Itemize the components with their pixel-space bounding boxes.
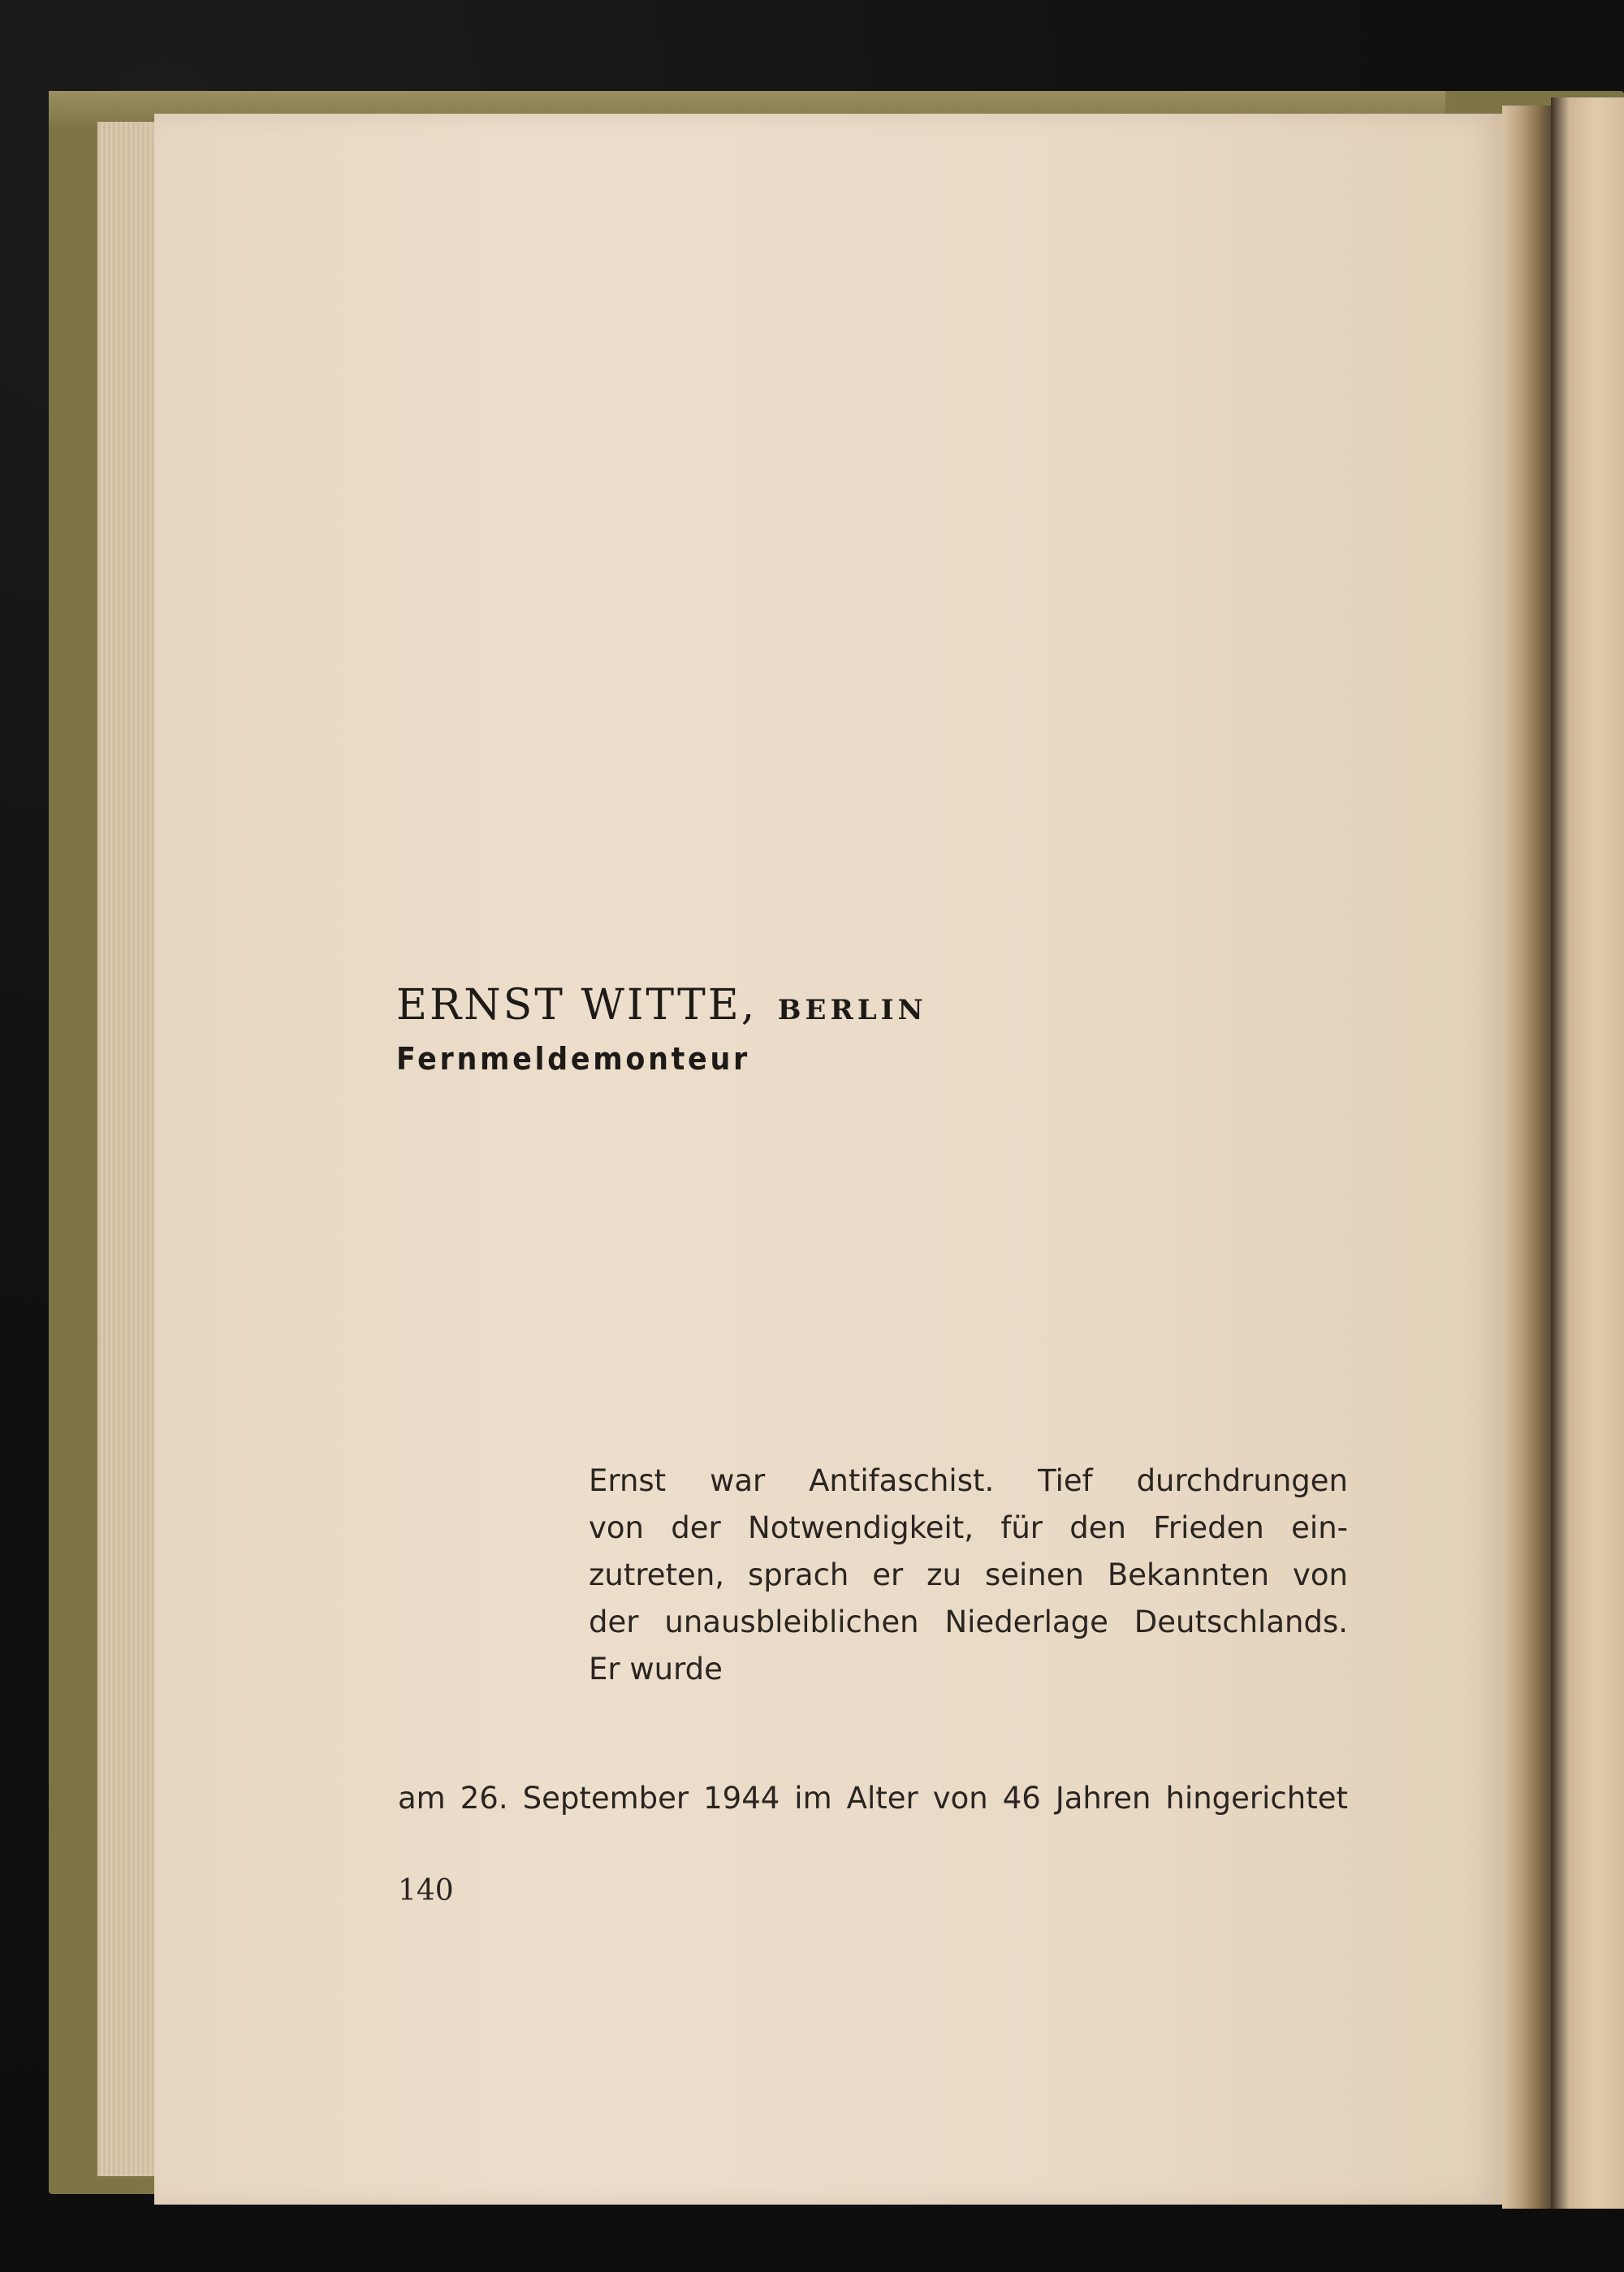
paragraph-line: zutreten, sprach er zu seinen Bekannten von <box>589 1557 1348 1592</box>
page-number: 140 <box>398 1874 454 1907</box>
paragraph-line: Ernst war Antifaschist. Tief durchdrungen <box>589 1463 1348 1498</box>
person-profession: Fernmeldemonteur <box>396 1041 750 1077</box>
biography-paragraph <box>589 1458 1348 1693</box>
paragraph-line: Er wurde <box>589 1652 723 1687</box>
person-heading <box>396 981 927 1030</box>
paragraph-line: von der Notwendigkeit, für den Frieden ein- <box>589 1510 1348 1545</box>
paragraph-line: der unausbleiblichen Niederlage Deutschlands. <box>589 1605 1348 1639</box>
execution-date-line: am 26. September 1944 im Alter von 46 Jahren hingerichtet <box>398 1781 1348 1816</box>
person-city: BERLIN <box>777 994 927 1026</box>
person-name: ERNST WITTE, <box>396 981 758 1030</box>
